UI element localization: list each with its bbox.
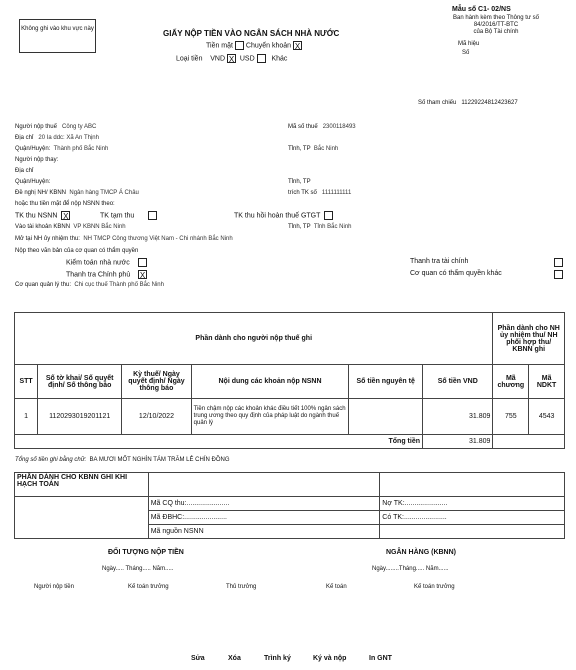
payer-district-value: Thành phố Bắc Ninh	[53, 146, 109, 152]
kbnn-empty-cell	[148, 473, 380, 497]
delete-button[interactable]: Xóa	[228, 655, 241, 662]
kbnn-empty-cell	[15, 497, 149, 539]
left-signature-title: ĐỐI TƯỢNG NỘP TIỀN	[108, 549, 184, 556]
request-bank-label: Đề nghị NH/ KBNN	[15, 190, 67, 196]
col-vnd: Số tiền VND	[423, 365, 493, 399]
gov-inspect-label: Thanh tra Chính phủ	[66, 271, 131, 279]
edit-button[interactable]: Sửa	[191, 655, 205, 662]
vnd-checkbox[interactable]: X	[228, 55, 235, 64]
amount-in-words-label: Tổng số tiền ghi bằng chữ:	[15, 457, 87, 463]
or-cash-label: hoặc thu tiền mặt để nộp NSNN theo:	[15, 201, 115, 207]
payer-province-label: Tỉnh, TP	[288, 146, 311, 152]
print-gnt-button[interactable]: In GNT	[369, 655, 392, 662]
proxy-district-label: Quận/Huyện:	[15, 179, 51, 185]
serial-label: Số	[462, 50, 470, 56]
proxy-bank-value: NH TMCP Công thương Việt Nam - Chi nhánh Bắc Ninh	[83, 236, 233, 242]
other-authority-label: Cơ quan có thẩm quyền khác	[410, 270, 502, 277]
finance-inspect	[410, 258, 468, 265]
right-date-line: Ngày........Tháng..... Năm......	[372, 566, 449, 572]
proxy-bank-label: Mở tại NH ủy nhiệm thu	[15, 236, 79, 242]
cell-ndkt: 4543	[529, 399, 565, 435]
payment-method	[206, 41, 302, 50]
cell-foreign	[349, 399, 423, 435]
total-label: Tổng tiền	[15, 435, 423, 449]
request-bank-value: Ngân hàng TMCP Á Châu	[69, 190, 139, 196]
gov-inspect	[66, 270, 147, 279]
transfer-label: Chuyển khoản	[245, 42, 292, 50]
gov-inspect-checkbox[interactable]: X	[139, 271, 146, 280]
total-empty-cell	[493, 435, 565, 449]
debit-acc-label: Nợ TK:	[382, 500, 405, 507]
tk-tam-thu	[100, 211, 157, 220]
submit-sign-button[interactable]: Trình ký	[264, 655, 291, 662]
issued-by-line: của Bộ Tài chính	[473, 29, 519, 35]
payer-district-label: Quận/Huyện:	[15, 146, 51, 152]
tk-tam-thu-label: TK tạm thu	[100, 212, 135, 220]
state-audit	[66, 258, 147, 267]
usd-label: USD	[239, 55, 255, 63]
payer-province-value: Bắc Ninh	[313, 146, 339, 152]
kbnn-empty-cell	[380, 525, 565, 539]
finance-inspect-checkbox[interactable]	[554, 258, 563, 267]
form-number: Mẫu số C1- 02/NS	[452, 6, 511, 13]
debit-acc-field[interactable]: Nợ TK:......................	[380, 497, 565, 511]
sig-head: Thủ trưởng	[226, 584, 257, 590]
payer-name-value: Công ty ABC	[62, 124, 97, 130]
request-bank-row	[15, 190, 139, 196]
table-row	[15, 399, 565, 435]
tax-agency-row: Cơ quan quản lý thu: Chi cục thuế Thành phố Bắc Ninh	[15, 282, 164, 288]
cq-thu-field[interactable]: Mã CQ thu:......................	[148, 497, 380, 511]
payer-address-row	[15, 135, 99, 141]
issued-by	[436, 15, 556, 36]
kbnn-account-label: Vào tài khoản KBNN	[15, 224, 71, 230]
tax-code-label: Mã số thuế	[288, 124, 318, 130]
right-signature-title: NGÂN HÀNG (KBNN)	[386, 549, 456, 556]
debit-account-value: 1111111111	[321, 190, 352, 196]
issued-by-line: 84/2016/TT-BTC	[473, 22, 519, 28]
tk-hoan-gtgt-checkbox[interactable]	[324, 211, 333, 220]
amount-in-words-row	[15, 457, 229, 463]
issued-by-line: Ban hành kèm theo Thông tư số	[453, 15, 539, 21]
tk-thu-nsnn-label: TK thu NSNN	[15, 212, 58, 220]
kbnn-province-label: Tỉnh, TP	[288, 224, 311, 230]
kbnn-empty-cell	[380, 473, 565, 497]
total-value: 31.809	[423, 435, 493, 449]
tk-tam-thu-checkbox[interactable]	[148, 211, 157, 220]
amount-in-words-value: BA MƯƠI MỐT NGHÌN TÁM TRĂM LẺ CHÍN ĐỒNG	[89, 457, 230, 463]
reference-value: 11229224812423627	[461, 100, 518, 106]
cell-vnd: 31.809	[423, 399, 493, 435]
code-label: Mã hiệu	[458, 41, 480, 47]
kbnn-section-title: PHẦN DÀNH CHO KBNN GHI KHI HẠCH TOÁN	[15, 473, 149, 497]
tax-code-value: 2300118493	[322, 124, 356, 130]
cash-label: Tiền mặt	[206, 42, 233, 50]
section-bank-header: Phần dành cho NH ủy nhiệm thu/ NH phối hợp thu/ KBNN ghi	[493, 313, 565, 365]
sig-chief-accountant: Kế toán trưởng	[128, 584, 169, 590]
tk-thu-nsnn	[15, 211, 70, 220]
reference-number	[418, 100, 518, 106]
section-payer-header: Phần dành cho người nộp thuế ghi	[15, 313, 493, 365]
reserved-area	[19, 19, 96, 53]
kbnn-accounting-table	[14, 472, 565, 539]
kbnn-province-row	[288, 224, 352, 230]
sig-bank-chief-accountant: Kế toán trưởng	[414, 584, 455, 590]
payer-address-value: 20 Ia ddc: Xã An Thịnh	[38, 135, 99, 141]
tk-thu-nsnn-checkbox[interactable]: X	[63, 212, 69, 221]
transfer-checkbox[interactable]: X	[294, 42, 301, 51]
payer-province-row	[288, 146, 338, 152]
cash-checkbox[interactable]	[235, 41, 244, 50]
col-content: Nội dung các khoản nộp NSNN	[191, 365, 349, 399]
col-foreign: Số tiền nguyên tệ	[349, 365, 423, 399]
dbhc-field[interactable]: Mã ĐBHC:......................	[148, 511, 380, 525]
cell-stt: 1	[15, 399, 38, 435]
sig-payer: Người nộp tiền	[34, 584, 74, 590]
kbnn-province-value: Tỉnh Bắc Ninh	[313, 224, 352, 230]
col-period: Kỳ thuế/ Ngày quyết định/ Ngày thông báo	[122, 365, 191, 399]
other-currency-label: Khác	[271, 55, 288, 63]
tax-agency-value: Chi cục thuế Thành phố Bắc Ninh	[74, 282, 164, 288]
tk-hoan-gtgt-label: TK thu hồi hoàn thuế GTGT	[234, 212, 321, 220]
col-ndkt: Mã NDKT	[529, 365, 565, 399]
finance-inspect-label: Thanh tra tài chính	[410, 258, 469, 265]
proxy-province-label: Tỉnh, TP	[288, 179, 311, 185]
tax-agency-label: Cơ quan quản lý thu	[15, 282, 70, 288]
col-chapter: Mã chương	[493, 365, 529, 399]
cell-decl: 1120293019201121	[38, 399, 122, 435]
dbhc-label: Mã ĐBHC:	[150, 514, 185, 521]
payer-address-label: Địa chỉ	[15, 135, 34, 141]
proxy-bank-row: Mở tại NH ủy nhiệm thu: NH TMCP Công thương Việt Nam - Chi nhánh Bắc Ninh	[15, 236, 233, 242]
kbnn-account-row	[15, 224, 126, 230]
debit-account-label: trích TK số	[288, 190, 317, 196]
other-authority	[410, 270, 502, 277]
cell-chapter: 755	[493, 399, 529, 435]
proxy-payer-label: Người nộp thay:	[15, 157, 59, 163]
tk-hoan-gtgt	[234, 211, 333, 220]
kbnn-account-value: VP KBNN Bắc Ninh	[73, 224, 126, 230]
state-audit-checkbox[interactable]	[138, 258, 147, 267]
reserved-area-note: Không ghi vào khu vực này	[21, 26, 94, 32]
sign-and-submit-button[interactable]: Ký và nộp	[313, 655, 347, 662]
currency-type-label: Loại tiền	[176, 55, 203, 63]
payer-district-row	[15, 146, 108, 152]
source-field[interactable]	[148, 525, 380, 539]
currency-row	[176, 54, 287, 63]
col-decl: Số tờ khai/ Số quyết định/ Số thông báo	[38, 365, 122, 399]
left-date-line: Ngày..... Tháng..... Năm.....	[102, 566, 174, 572]
debit-account-row	[288, 190, 351, 196]
proxy-address-label: Địa chỉ	[15, 168, 34, 174]
other-authority-checkbox[interactable]	[554, 270, 563, 279]
auth-decision-label: Nộp theo văn bản của cơ quan có thẩm quyền	[15, 248, 139, 254]
credit-acc-label: Có TK:	[382, 514, 404, 521]
reference-label: Số tham chiếu	[418, 100, 457, 106]
payer-name-label: Người nộp thuế	[15, 124, 57, 130]
tax-code-row	[288, 124, 356, 130]
cq-thu-label: Mã CQ thu:	[150, 500, 187, 507]
col-stt: STT	[15, 365, 38, 399]
cell-period: 12/10/2022	[122, 399, 191, 435]
usd-checkbox[interactable]	[257, 54, 266, 63]
payment-table	[14, 312, 565, 449]
credit-acc-field[interactable]: Có TK:......................	[380, 511, 565, 525]
form-title: GIẤY NỘP TIỀN VÀO NGÂN SÁCH NHÀ NƯỚC	[163, 29, 340, 38]
source-label: Mã nguồn NSNN	[150, 528, 204, 535]
vnd-label: VND	[210, 55, 226, 63]
state-audit-label: Kiểm toán nhà nước	[66, 259, 130, 267]
payer-name-row	[15, 124, 96, 130]
cell-content: Tiền chậm nộp các khoản khác điều tiết 100% ngân sách trung ương theo quy định của pháp luật do ngành thuế quản lý	[191, 399, 349, 435]
sig-accountant: Kế toán	[326, 584, 347, 590]
